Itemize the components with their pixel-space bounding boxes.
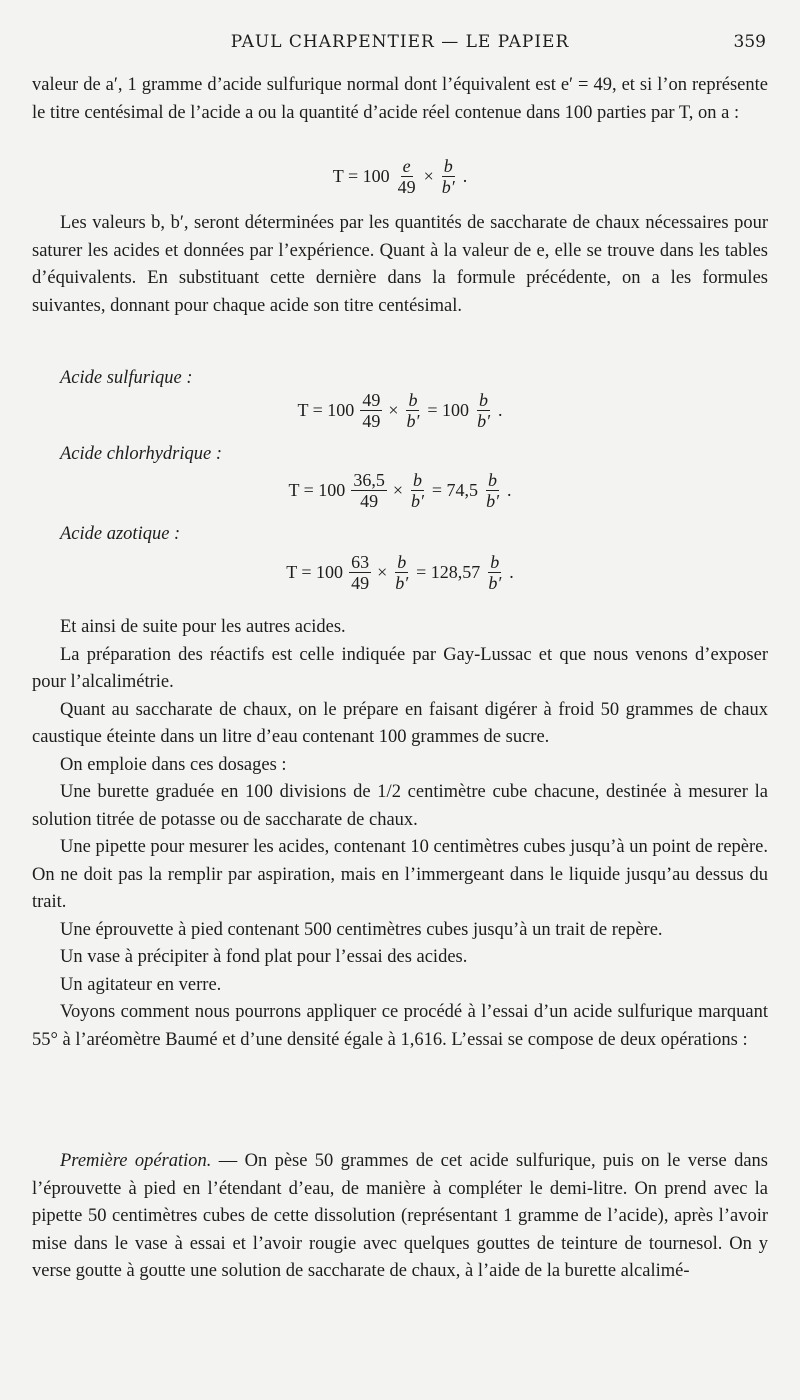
formula-equals: = 74,5 [431,480,479,500]
paragraph-text: Les valeurs b, b′, seront déterminées par les quantités de saccharate de chaux nécessaires pour saturer les acides et données par l’expérience. Quant à la valeur de e, elle se trouve dans les tables d’équivalents. En substituant cette dernière dans la formule précédente, on a les formules suivantes, donnant pour chaque acide son titre centésimal. [32,213,768,316]
operation-paragraph [32,1148,768,1286]
page-number: 359 [733,32,766,52]
body-paragraphs [32,614,768,1054]
formula-equals: = 128,57 [416,562,481,582]
paragraph-text: Une pipette pour mesurer les acides, contenant 10 centimètres cubes jusqu’à un point de repère. On ne doit pas la remplir par aspiration, mais en l’immergeant dans le liquide jusqu’au dessus du trait. [32,837,768,912]
formula-main [0,156,800,197]
paragraph-text: Une éprouvette à pied contenant 500 centimètres cubes jusqu’à un trait de repère. [60,919,663,940]
denominator: b′ [441,177,455,197]
formula-lhs: T = 100 [297,400,355,420]
numerator: 63 [351,552,370,572]
paragraph-text: Un agitateur en verre. [60,974,222,995]
paragraph-text: Voyons comment nous pourrons appliquer ce procédé à l’essai d’un acide sulfurique marquant 55° à l’aréomètre Baumé et d’une densité égale à 1,616. L’essai se compose de deux opérations : [32,1002,768,1050]
times-sign: × [388,400,399,420]
numerator: b [443,156,453,176]
paragraph-text: On emploie dans ces dosages : [60,754,287,775]
numerator: b [488,470,498,490]
numerator: b [408,390,418,410]
fraction [360,390,382,431]
formula-equals: = 100 [427,400,470,420]
paragraph-text: La préparation des réactifs est celle indiquée par Gay-Lussac et que nous venons d’exposer pour l’alcalimétrie. [32,644,768,692]
fraction [486,552,503,593]
fraction [349,552,371,593]
denominator: 49 [351,573,370,593]
operation-text: — On pèse 50 grammes de cet acide sulfurique, puis on le verse dans l’éprouvette à pied en l’étendant d’eau, de manière à compléter le demi-litre. On prend avec la pipette 50 centimètres cubes de cette dissolution (représentant 1 gramme de l’acide), après l’avoir mise dans le vase à essai et l’avoir rougie avec quelques gouttes de teinture de tournesol. On y verse goutte à goutte une solution de saccharate de chaux, à l’aide de la burette alcalimé- [32,1151,768,1281]
numerator: e [402,156,411,176]
denominator: b′ [410,491,424,511]
numerator: b [479,390,489,410]
numerator: b [397,552,407,572]
denominator: b′ [406,411,420,431]
acid-label-azotique: Acide azotique : [60,524,181,544]
denominator: b′ [395,573,409,593]
paragraph-1 [32,72,768,127]
denominator: b′ [488,573,502,593]
running-header [0,30,800,60]
fraction [440,156,457,197]
formula-end: . [498,400,503,420]
paragraph-text: Quant au saccharate de chaux, on le prépare en faisant digérer à froid 50 grammes de chaux caustique éteinte dans un litre d’eau contenant 100 grammes de sucre. [32,699,768,747]
formula-lhs: T = 100 [288,480,346,500]
numerator: 36,5 [353,470,385,490]
fraction [404,390,421,431]
fraction [396,156,418,197]
formula-lhs: T = 100 [286,562,344,582]
formula-azotique [0,552,800,593]
paragraph-text: Un vase à précipiter à fond plat pour l’essai des acides. [60,947,468,967]
numerator: b [490,552,500,572]
paragraph-text [32,1148,768,1286]
numerator: b [412,470,422,490]
denominator: 49 [362,411,381,431]
numerator: 49 [362,390,381,410]
acid-label-chlorhydrique: Acide chlorhydrique : [60,444,223,464]
denominator: 49 [360,491,379,511]
formula-end: . [462,166,468,186]
paragraph-text: Et ainsi de suite pour les autres acides. [60,617,346,637]
fraction [484,470,501,511]
acid-label-sulfurique: Acide sulfurique : [60,368,193,388]
denominator: 49 [397,177,416,197]
formula-end: . [507,480,512,500]
header-title: PAUL CHARPENTIER — LE PAPIER [230,32,570,52]
paragraph-text: valeur de a′, 1 gramme d’acide sulfurique normal dont l’équivalent est e′ = 49, et si l’on représente le titre centésimal de l’acide a ou la quantité d’acide réel contenue dans 100 parties par T, on a : [32,75,768,123]
denominator: b′ [486,491,499,511]
paragraph-text: Une burette graduée en 100 divisions de 1/2 centimètre cube chacune, destinée à mesurer la solution titrée de potasse ou de saccharate de chaux. [32,782,768,830]
fraction [409,470,426,511]
fraction [475,390,492,431]
times-sign: × [377,562,388,582]
formula-end: . [509,562,514,582]
formula-lhs: T = 100 [332,166,390,186]
fraction [351,470,387,511]
formula-sulfurique [0,390,800,431]
formula-chlorhydrique [0,470,800,511]
fraction [393,552,410,593]
times-sign: × [392,480,403,500]
paragraph-2 [32,210,768,320]
operation-title: Première opération. [60,1151,212,1171]
times-sign: × [423,166,434,186]
denominator: b′ [477,411,490,431]
